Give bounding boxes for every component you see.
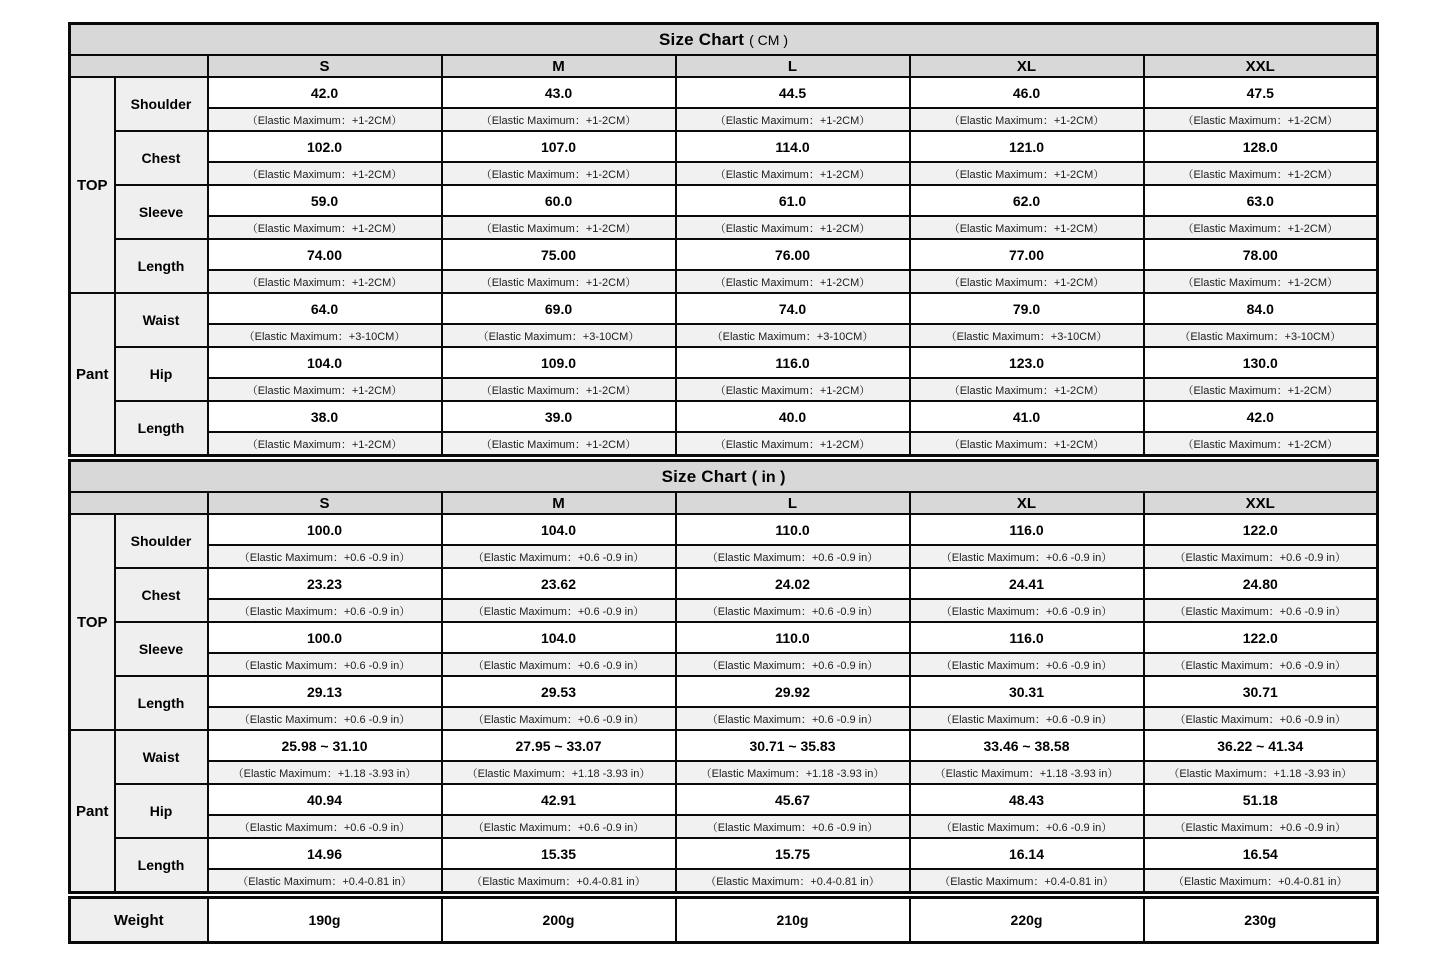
elastic-note: （Elastic Maximum：+1-2CM） [442, 378, 676, 401]
measurement-value-row [70, 131, 1378, 162]
size-chart-cm-table [68, 22, 1379, 457]
measurement-value: 121.0 [910, 131, 1144, 162]
elastic-note-row [70, 432, 1378, 456]
measurement-value-row [70, 401, 1378, 432]
header-corner-cell [70, 55, 208, 77]
group-label: TOP [70, 77, 115, 293]
measurement-value: 16.14 [910, 838, 1144, 869]
elastic-note-row [70, 108, 1378, 131]
measurement-label: Sleeve [115, 622, 208, 676]
weight-row [70, 898, 1378, 943]
measurement-value: 36.22 ~ 41.34 [1144, 730, 1378, 761]
group-label: Pant [70, 730, 115, 893]
elastic-note: （Elastic Maximum：+1-2CM） [208, 432, 442, 456]
elastic-note: （Elastic Maximum：+1-2CM） [910, 378, 1144, 401]
elastic-note: （Elastic Maximum：+0.6 -0.9 in） [442, 599, 676, 622]
size-column-header-s: S [208, 492, 442, 514]
elastic-note: （Elastic Maximum：+1-2CM） [208, 216, 442, 239]
measurement-value-row [70, 293, 1378, 324]
measurement-value: 30.71 ~ 35.83 [676, 730, 910, 761]
group-label: Pant [70, 293, 115, 456]
elastic-note: （Elastic Maximum：+0.4-0.81 in） [1144, 869, 1378, 893]
elastic-note: （Elastic Maximum：+1-2CM） [208, 270, 442, 293]
measurement-value-row [70, 514, 1378, 545]
measurement-value: 78.00 [1144, 239, 1378, 270]
elastic-note: （Elastic Maximum：+0.4-0.81 in） [910, 869, 1144, 893]
size-header-row [70, 492, 1378, 514]
weight-value: 210g [676, 898, 910, 943]
elastic-note: （Elastic Maximum：+0.6 -0.9 in） [1144, 599, 1378, 622]
elastic-note: （Elastic Maximum：+0.6 -0.9 in） [442, 653, 676, 676]
elastic-note-row [70, 216, 1378, 239]
measurement-value: 46.0 [910, 77, 1144, 108]
elastic-note-row [70, 761, 1378, 784]
header-corner-cell [70, 492, 208, 514]
elastic-note: （Elastic Maximum：+0.6 -0.9 in） [910, 545, 1144, 568]
elastic-note: （Elastic Maximum：+0.6 -0.9 in） [676, 599, 910, 622]
elastic-note: （Elastic Maximum：+1-2CM） [442, 270, 676, 293]
measurement-value: 84.0 [1144, 293, 1378, 324]
elastic-note: （Elastic Maximum：+0.4-0.81 in） [208, 869, 442, 893]
measurement-label: Length [115, 239, 208, 293]
measurement-value: 43.0 [442, 77, 676, 108]
elastic-note: （Elastic Maximum：+0.6 -0.9 in） [676, 707, 910, 730]
elastic-note-row [70, 324, 1378, 347]
elastic-note: （Elastic Maximum：+1.18 -3.93 in） [1144, 761, 1378, 784]
measurement-value: 23.23 [208, 568, 442, 599]
measurement-value: 128.0 [1144, 131, 1378, 162]
elastic-note-row [70, 162, 1378, 185]
table-title-row [70, 24, 1378, 56]
weight-value: 190g [208, 898, 442, 943]
elastic-note: （Elastic Maximum：+3-10CM） [1144, 324, 1378, 347]
measurement-value: 40.0 [676, 401, 910, 432]
elastic-note: （Elastic Maximum：+1-2CM） [910, 270, 1144, 293]
measurement-label: Length [115, 676, 208, 730]
size-chart-title-text: Size Chart [658, 29, 745, 49]
elastic-note: （Elastic Maximum：+1.18 -3.93 in） [442, 761, 676, 784]
measurement-value: 116.0 [676, 347, 910, 378]
group-label: TOP [70, 514, 115, 730]
elastic-note: （Elastic Maximum：+1-2CM） [208, 378, 442, 401]
elastic-note: （Elastic Maximum：+1-2CM） [442, 162, 676, 185]
measurement-value: 110.0 [676, 514, 910, 545]
measurement-value: 114.0 [676, 131, 910, 162]
elastic-note: （Elastic Maximum：+0.6 -0.9 in） [1144, 815, 1378, 838]
measurement-label: Length [115, 838, 208, 893]
measurement-value: 130.0 [1144, 347, 1378, 378]
elastic-note: （Elastic Maximum：+0.6 -0.9 in） [208, 599, 442, 622]
elastic-note: （Elastic Maximum：+0.6 -0.9 in） [676, 653, 910, 676]
size-chart-title-unit: ( CM ) [749, 31, 789, 48]
size-header-row [70, 55, 1378, 77]
measurement-value: 23.62 [442, 568, 676, 599]
elastic-note: （Elastic Maximum：+1-2CM） [442, 108, 676, 131]
elastic-note: （Elastic Maximum：+1-2CM） [676, 270, 910, 293]
elastic-note: （Elastic Maximum：+1-2CM） [208, 108, 442, 131]
measurement-label: Chest [115, 568, 208, 622]
size-column-header-m: M [442, 55, 676, 77]
measurement-value: 42.0 [208, 77, 442, 108]
elastic-note: （Elastic Maximum：+0.6 -0.9 in） [910, 653, 1144, 676]
elastic-note-row [70, 707, 1378, 730]
elastic-note: （Elastic Maximum：+0.6 -0.9 in） [910, 599, 1144, 622]
measurement-value-row [70, 185, 1378, 216]
measurement-value: 104.0 [442, 514, 676, 545]
measurement-value: 107.0 [442, 131, 676, 162]
elastic-note: （Elastic Maximum：+1-2CM） [676, 162, 910, 185]
size-chart-title [70, 24, 1378, 56]
weight-value: 230g [1144, 898, 1378, 943]
measurement-label: Shoulder [115, 514, 208, 568]
measurement-value: 29.53 [442, 676, 676, 707]
elastic-note: （Elastic Maximum：+1-2CM） [1144, 216, 1378, 239]
elastic-note-row [70, 545, 1378, 568]
measurement-value: 24.41 [910, 568, 1144, 599]
elastic-note: （Elastic Maximum：+1-2CM） [442, 432, 676, 456]
measurement-value-row [70, 77, 1378, 108]
measurement-value-row [70, 622, 1378, 653]
measurement-value: 102.0 [208, 131, 442, 162]
measurement-value: 45.67 [676, 784, 910, 815]
size-column-header-xl: XL [910, 55, 1144, 77]
elastic-note: （Elastic Maximum：+1-2CM） [676, 432, 910, 456]
size-column-header-xl: XL [910, 492, 1144, 514]
measurement-label: Shoulder [115, 77, 208, 131]
elastic-note: （Elastic Maximum：+0.6 -0.9 in） [1144, 545, 1378, 568]
measurement-value: 62.0 [910, 185, 1144, 216]
elastic-note-row [70, 599, 1378, 622]
measurement-value-row [70, 838, 1378, 869]
elastic-note-row [70, 815, 1378, 838]
measurement-label: Chest [115, 131, 208, 185]
elastic-note: （Elastic Maximum：+1-2CM） [442, 216, 676, 239]
elastic-note: （Elastic Maximum：+1-2CM） [910, 432, 1144, 456]
elastic-note: （Elastic Maximum：+1.18 -3.93 in） [208, 761, 442, 784]
measurement-value: 116.0 [910, 514, 1144, 545]
measurement-value: 100.0 [208, 622, 442, 653]
measurement-value: 24.02 [676, 568, 910, 599]
measurement-value: 77.00 [910, 239, 1144, 270]
measurement-value: 27.95 ~ 33.07 [442, 730, 676, 761]
weight-label: Weight [70, 898, 208, 943]
measurement-value: 61.0 [676, 185, 910, 216]
measurement-value: 75.00 [442, 239, 676, 270]
measurement-value: 48.43 [910, 784, 1144, 815]
measurement-value: 14.96 [208, 838, 442, 869]
measurement-value: 59.0 [208, 185, 442, 216]
elastic-note: （Elastic Maximum：+0.6 -0.9 in） [442, 545, 676, 568]
measurement-value: 25.98 ~ 31.10 [208, 730, 442, 761]
measurement-value: 42.91 [442, 784, 676, 815]
size-chart-in-table [68, 459, 1379, 894]
elastic-note: （Elastic Maximum：+0.6 -0.9 in） [676, 545, 910, 568]
measurement-value: 29.13 [208, 676, 442, 707]
elastic-note: （Elastic Maximum：+0.6 -0.9 in） [676, 815, 910, 838]
elastic-note: （Elastic Maximum：+1-2CM） [1144, 432, 1378, 456]
elastic-note: （Elastic Maximum：+3-10CM） [676, 324, 910, 347]
elastic-note: （Elastic Maximum：+1-2CM） [676, 216, 910, 239]
measurement-value: 16.54 [1144, 838, 1378, 869]
measurement-value: 60.0 [442, 185, 676, 216]
table-title-row [70, 461, 1378, 493]
elastic-note: （Elastic Maximum：+0.6 -0.9 in） [208, 653, 442, 676]
size-chart-title-text: Size Chart [661, 466, 747, 486]
measurement-value: 109.0 [442, 347, 676, 378]
elastic-note: （Elastic Maximum：+0.6 -0.9 in） [442, 707, 676, 730]
measurement-value: 74.0 [676, 293, 910, 324]
measurement-value: 116.0 [910, 622, 1144, 653]
weight-value: 200g [442, 898, 676, 943]
elastic-note: （Elastic Maximum：+1-2CM） [1144, 162, 1378, 185]
elastic-note: （Elastic Maximum：+1-2CM） [1144, 378, 1378, 401]
size-column-header-l: L [676, 492, 910, 514]
measurement-value-row [70, 347, 1378, 378]
measurement-value-row [70, 784, 1378, 815]
measurement-value: 15.75 [676, 838, 910, 869]
elastic-note: （Elastic Maximum：+1-2CM） [676, 108, 910, 131]
elastic-note: （Elastic Maximum：+0.6 -0.9 in） [442, 815, 676, 838]
measurement-value: 33.46 ~ 38.58 [910, 730, 1144, 761]
measurement-value: 74.00 [208, 239, 442, 270]
elastic-note: （Elastic Maximum：+0.6 -0.9 in） [208, 815, 442, 838]
weight-value: 220g [910, 898, 1144, 943]
elastic-note: （Elastic Maximum：+1-2CM） [208, 162, 442, 185]
measurement-value: 104.0 [208, 347, 442, 378]
size-column-header-l: L [676, 55, 910, 77]
elastic-note: （Elastic Maximum：+0.4-0.81 in） [676, 869, 910, 893]
elastic-note: （Elastic Maximum：+0.6 -0.9 in） [910, 707, 1144, 730]
measurement-value: 76.00 [676, 239, 910, 270]
measurement-value: 24.80 [1144, 568, 1378, 599]
measurement-value-row [70, 568, 1378, 599]
measurement-value: 40.94 [208, 784, 442, 815]
size-column-header-m: M [442, 492, 676, 514]
elastic-note-row [70, 653, 1378, 676]
elastic-note: （Elastic Maximum：+3-10CM） [442, 324, 676, 347]
measurement-value: 44.5 [676, 77, 910, 108]
measurement-value: 63.0 [1144, 185, 1378, 216]
measurement-value-row [70, 730, 1378, 761]
measurement-value: 64.0 [208, 293, 442, 324]
measurement-label: Hip [115, 347, 208, 401]
size-column-header-xxl: XXL [1144, 55, 1378, 77]
elastic-note: （Elastic Maximum：+0.6 -0.9 in） [208, 545, 442, 568]
measurement-value: 15.35 [442, 838, 676, 869]
elastic-note: （Elastic Maximum：+1-2CM） [910, 216, 1144, 239]
measurement-value: 123.0 [910, 347, 1144, 378]
measurement-label: Waist [115, 293, 208, 347]
measurement-value: 69.0 [442, 293, 676, 324]
elastic-note: （Elastic Maximum：+0.4-0.81 in） [442, 869, 676, 893]
measurement-value: 41.0 [910, 401, 1144, 432]
measurement-value: 42.0 [1144, 401, 1378, 432]
measurement-value: 100.0 [208, 514, 442, 545]
measurement-value: 104.0 [442, 622, 676, 653]
elastic-note: （Elastic Maximum：+1.18 -3.93 in） [676, 761, 910, 784]
elastic-note: （Elastic Maximum：+3-10CM） [208, 324, 442, 347]
elastic-note-row [70, 270, 1378, 293]
measurement-value: 30.31 [910, 676, 1144, 707]
size-column-header-xxl: XXL [1144, 492, 1378, 514]
size-chart-title-unit: ( in ) [751, 468, 786, 486]
elastic-note: （Elastic Maximum：+0.6 -0.9 in） [910, 815, 1144, 838]
elastic-note: （Elastic Maximum：+1-2CM） [1144, 270, 1378, 293]
measurement-value: 122.0 [1144, 514, 1378, 545]
measurement-label: Length [115, 401, 208, 456]
measurement-value: 51.18 [1144, 784, 1378, 815]
elastic-note: （Elastic Maximum：+1-2CM） [676, 378, 910, 401]
size-chart-title [70, 461, 1378, 493]
measurement-value-row [70, 239, 1378, 270]
measurement-label: Sleeve [115, 185, 208, 239]
elastic-note: （Elastic Maximum：+1-2CM） [910, 162, 1144, 185]
elastic-note-row [70, 378, 1378, 401]
elastic-note: （Elastic Maximum：+1.18 -3.93 in） [910, 761, 1144, 784]
elastic-note: （Elastic Maximum：+1-2CM） [1144, 108, 1378, 131]
elastic-note: （Elastic Maximum：+1-2CM） [910, 108, 1144, 131]
measurement-value: 29.92 [676, 676, 910, 707]
measurement-value: 110.0 [676, 622, 910, 653]
elastic-note: （Elastic Maximum：+3-10CM） [910, 324, 1144, 347]
measurement-value: 47.5 [1144, 77, 1378, 108]
measurement-value: 122.0 [1144, 622, 1378, 653]
size-column-header-s: S [208, 55, 442, 77]
measurement-value: 39.0 [442, 401, 676, 432]
elastic-note: （Elastic Maximum：+0.6 -0.9 in） [208, 707, 442, 730]
measurement-value: 30.71 [1144, 676, 1378, 707]
weight-table [68, 896, 1379, 944]
elastic-note: （Elastic Maximum：+0.6 -0.9 in） [1144, 707, 1378, 730]
elastic-note: （Elastic Maximum：+0.6 -0.9 in） [1144, 653, 1378, 676]
measurement-value-row [70, 676, 1378, 707]
elastic-note-row [70, 869, 1378, 893]
measurement-label: Hip [115, 784, 208, 838]
measurement-value: 38.0 [208, 401, 442, 432]
measurement-value: 79.0 [910, 293, 1144, 324]
measurement-label: Waist [115, 730, 208, 784]
